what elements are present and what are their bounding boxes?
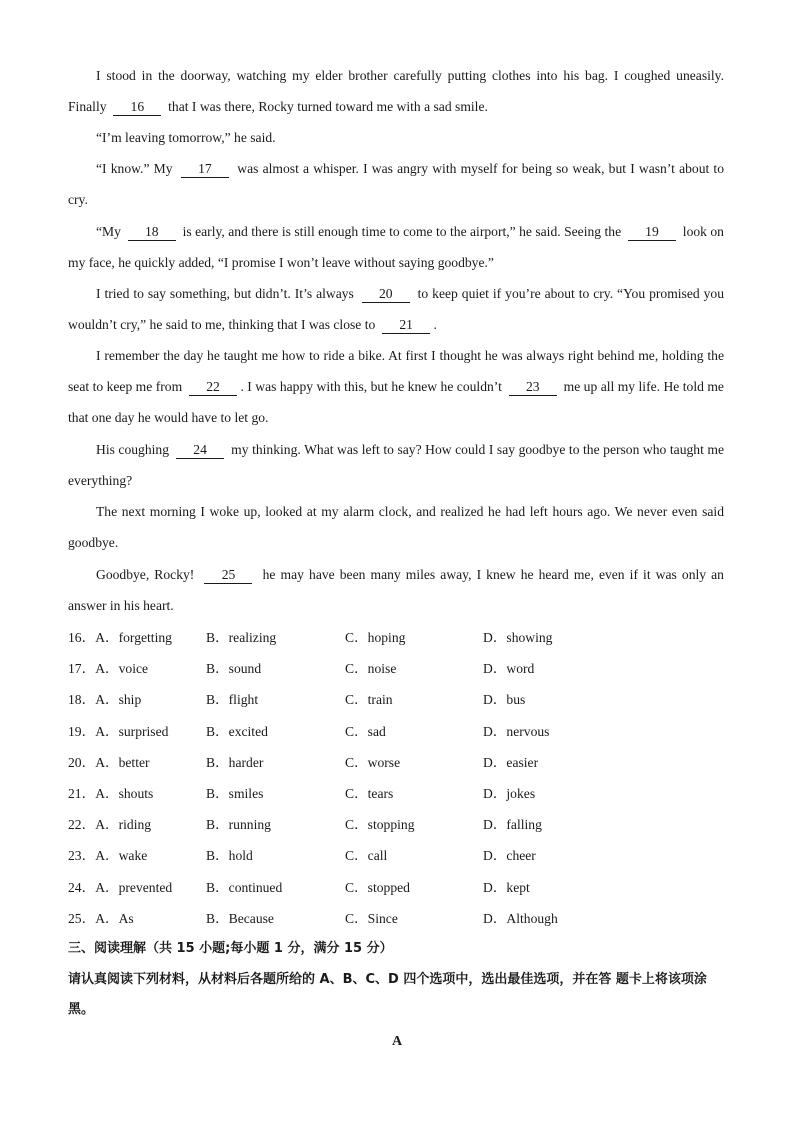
option-a: A．riding [95, 817, 152, 833]
option-b: B．Because [206, 910, 274, 926]
option-a: A．voice [95, 661, 149, 677]
answer-blank: 18 [128, 224, 176, 241]
option-b: B．continued [206, 879, 283, 895]
question-number-and-option-a [68, 778, 153, 809]
paragraph-text: was almost a whisper. I was angry with myself for being so weak, but I wasn’t about to cry. [68, 161, 725, 208]
passage-paragraph [68, 278, 724, 340]
paragraph-text: I tried to say something, but didn’t. It’s always [96, 286, 358, 301]
option-d: D．Although [483, 910, 558, 926]
section-instruction: 请认真阅读下列材料，从材料后各题所给的 A、B、C、D 四个选项中，选出最佳选项，并在答 题卡上将该项涂黑。 [68, 972, 707, 1017]
option-c: C．Since [345, 910, 398, 926]
question-number-and-option-a [68, 747, 150, 778]
option-c: C．sad [345, 723, 386, 739]
paragraph-text: me up all my life. He told me that one day he would have to let go. [68, 379, 724, 426]
option-a: A．prevented [95, 879, 173, 895]
option-d: D．kept [483, 879, 530, 895]
question-number: 24． [68, 879, 96, 895]
part-label: A [391, 1034, 403, 1049]
paragraph-text: to keep quiet if you’re about to cry. “You promised you wouldn’t cry,” he said to me, thinking that I was close to [68, 286, 725, 333]
paragraph-text: The next morning I woke up, looked at my alarm clock, and realized he had left hours ago. We never even said goodbye. [68, 504, 724, 551]
option-b: B．excited [206, 723, 268, 739]
question-number-and-option-a [68, 903, 134, 934]
question-row [68, 778, 724, 809]
answer-blank: 19 [628, 224, 676, 241]
option-a: A．surprised [95, 723, 169, 739]
passage-paragraph [68, 122, 724, 153]
passage-paragraph [68, 340, 724, 434]
passage-paragraph [68, 434, 724, 496]
paragraph-text: I stood in the doorway, watching my elder brother carefully putting clothes into his bag. I coughed uneasily. Finally [68, 68, 724, 115]
option-b: B．flight [206, 692, 259, 708]
question-row [68, 716, 724, 747]
option-b: B．realizing [206, 630, 277, 645]
option-d: D．jokes [483, 786, 536, 801]
question-row [68, 809, 724, 840]
answer-blank: 23 [509, 379, 557, 396]
paragraph-text: my thinking. What was left to say? How could I say goodbye to the person who taught me everything? [68, 442, 724, 489]
section-title: 三、阅读理解（共 15 小题;每小题 1 分，满分 15 分） [68, 941, 393, 956]
option-c: C．train [345, 692, 393, 708]
option-a: A．As [95, 910, 134, 926]
answer-blank: 22 [189, 379, 237, 396]
question-row [68, 684, 724, 715]
question-row [68, 903, 724, 934]
paragraph-text: I remember the day he taught me how to ride a bike. At first I thought he was always right behind me, holding the seat to keep me from [68, 348, 724, 395]
option-c: C．hoping [345, 630, 406, 645]
option-c: C．stopped [345, 879, 410, 895]
answer-blank: 25 [204, 567, 252, 584]
option-a: A．ship [95, 692, 142, 708]
paragraph-text: is early, and there is still enough time to come to the airport,” he said. Seeing the [179, 224, 625, 239]
passage-paragraph [68, 559, 724, 621]
question-number-and-option-a [68, 684, 141, 715]
question-number-and-option-a [68, 716, 168, 747]
option-b: B．running [206, 817, 271, 833]
answer-blank: 21 [382, 317, 430, 334]
option-a: A．wake [95, 848, 148, 864]
question-number-and-option-a [68, 622, 172, 653]
option-d: D．falling [483, 817, 542, 833]
question-number: 19． [68, 723, 96, 739]
paragraph-text: he may have been many miles away, I knew he heard me, even if it was only an answer in his heart. [68, 567, 724, 614]
option-c: C．noise [345, 661, 397, 677]
option-a: A．forgetting [95, 630, 172, 645]
paragraph-text: . I was happy with this, but he knew he couldn’t [240, 379, 506, 395]
question-number-and-option-a [68, 840, 147, 871]
question-number-and-option-a [68, 653, 148, 684]
question-row [68, 872, 724, 903]
passage-paragraph [68, 153, 724, 215]
option-d: D．cheer [483, 848, 536, 864]
option-d: D．word [483, 661, 535, 677]
option-a: A．better [95, 754, 150, 770]
paragraph-text: His coughing [96, 442, 173, 457]
question-number: 20． [68, 754, 96, 770]
option-c: C．call [345, 848, 388, 864]
answer-blank: 24 [176, 442, 224, 459]
option-d: D．bus [483, 692, 526, 708]
question-number: 25． [68, 910, 96, 926]
question-number: 18． [68, 692, 96, 708]
question-number: 17． [68, 661, 96, 677]
paragraph-text: that I was there, Rocky turned toward me with a sad smile. [164, 99, 488, 115]
paragraph-text: Goodbye, Rocky! [96, 567, 200, 582]
option-b: B．harder [206, 754, 264, 770]
option-b: B．smiles [206, 786, 264, 801]
option-d: D．showing [483, 630, 553, 645]
answer-blank: 20 [362, 286, 410, 303]
question-row [68, 653, 724, 684]
answer-blank: 16 [113, 99, 161, 116]
paragraph-text: “My [96, 224, 125, 239]
question-row [68, 840, 724, 871]
question-number: 21． [68, 786, 96, 801]
option-c: C．stopping [345, 817, 415, 833]
option-a: A．shouts [95, 786, 154, 801]
option-b: B．hold [206, 848, 253, 864]
paragraph-text: “I know.” My [96, 161, 177, 176]
question-row [68, 622, 724, 653]
passage-paragraph [68, 496, 724, 558]
option-d: D．nervous [483, 723, 550, 739]
paragraph-text: look on my face, he quickly added, “I promise I won’t leave without saying goodbye.” [68, 224, 724, 271]
option-c: C．tears [345, 786, 394, 801]
question-number: 22． [68, 817, 96, 833]
paragraph-text: . [433, 317, 437, 333]
answer-blank: 17 [181, 161, 229, 178]
paragraph-text: “I’m leaving tomorrow,” he said. [96, 130, 276, 145]
question-number: 23． [68, 848, 96, 864]
option-b: B．sound [206, 661, 262, 677]
question-row [68, 747, 724, 778]
question-number: 16． [68, 630, 96, 645]
option-d: D．easier [483, 754, 539, 770]
option-c: C．worse [345, 754, 401, 770]
question-number-and-option-a [68, 809, 151, 840]
passage-paragraph [68, 60, 724, 122]
question-number-and-option-a [68, 872, 172, 903]
passage-paragraph [68, 216, 724, 278]
